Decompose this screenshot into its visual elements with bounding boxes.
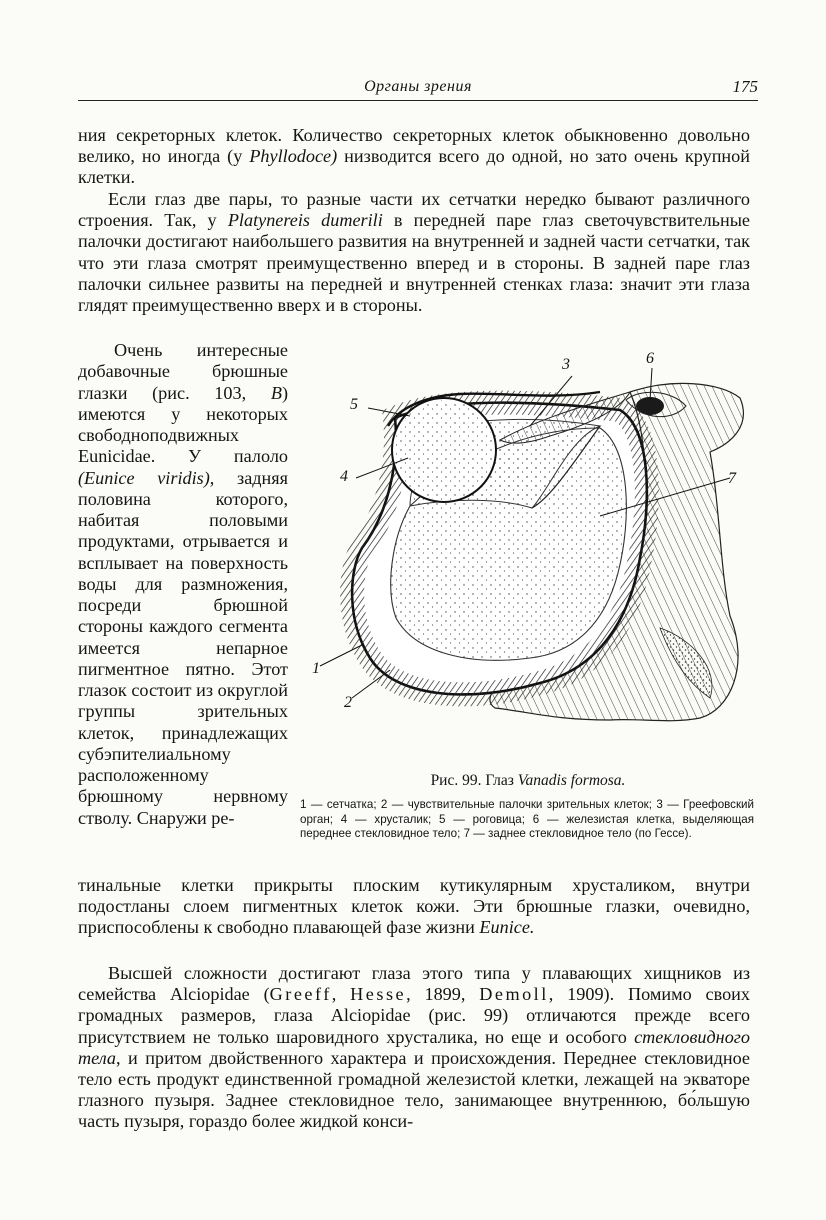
text-run: Очень интересные добавочные брюшные глазки (рис. 103,: [78, 340, 288, 403]
text-run: тинальные клетки прикрыты плоским кутикулярным хрусталиком, внутри подостланы слоем пигментных клеток кожи. Эти брюшные глазки, очевидно, приспособлены к свободно плавающей фазе жизни: [78, 875, 750, 938]
text-run: ния секреторных клеток. Количество секреторных клеток обыкновенно довольно велико, но иногда (у: [78, 125, 750, 167]
text-run: , и притом двойственного характера и происхождения. Переднее стекловидное тело есть продукт единственной громадной железистой клетки, лежащей на экваторе глазного пузыря. Заднее стекловидное тело, занимающее внутреннюю, бо́льшую часть пузыря, гораздо более жидкой конси-: [78, 1047, 750, 1132]
figure-label-4: 4: [340, 468, 348, 485]
text-run: ) имеются у некоторых свободноподвижных Eunicidae. У палоло: [78, 382, 288, 467]
paragraph-3-wrapped: [78, 340, 288, 829]
running-title: Органы зрения: [364, 78, 472, 95]
text-run: Высшей сложности достигают глаза этого типа у плавающих хищников из семейства Alciopidae (: [78, 963, 750, 1005]
caption-prefix: Рис. 99. Глаз: [430, 772, 518, 789]
text-run: , 1909). Помимо своих громадных размеров, глаза Alciopidae (рис. 99) отличаются прежде всего присутствием не только шаровидного хрусталика, но еще и особого: [78, 984, 751, 1047]
running-header: [78, 74, 758, 101]
paragraph-2: [78, 189, 750, 316]
text-run: , задняя половина которого, набитая половыми продуктами, отрывается и всплывает на поверхность воды для размножения, посреди брюшной стороны каждого сегмента имеется непарное пигментное пятно. Этот глазок состоит из округлой группы зрительных клеток, принадлежащих субэпителиальному расположенному брюшному нервному стволу. Снаружи ре-: [78, 467, 288, 828]
page-number: 175: [732, 77, 758, 96]
paragraph-3-continuation: [78, 875, 750, 939]
caption-species: Vanadis formosa.: [517, 772, 626, 789]
figure-label-2: 2: [344, 694, 352, 711]
text-run: , 1899,: [406, 984, 480, 1005]
italic-run: Phyllodoce): [249, 146, 338, 167]
text-run: Если глаз две пары, то разные части их сетчатки нередко бывают различного строения. Так, у: [78, 189, 750, 231]
figure-label-6: 6: [646, 350, 654, 367]
text-run: в передней паре глаз светочувствительные палочки достигают наибольшего развития на внутренней и задней части сетчатки, так что эти глаза смотрят преимущественно вперед и в стороны. В задней паре глаз палочки сильнее развиты на передней и внутренней стенках глаза: значит эти глаза глядят преимущественно вверх и в стороны.: [78, 210, 750, 316]
italic-run: Platynereis dumerili: [227, 210, 383, 231]
paragraph-1: [78, 125, 750, 189]
spaced-author-run: Greeff: [269, 984, 332, 1005]
figure-label-7: 7: [728, 470, 736, 487]
text-run: ,: [331, 984, 351, 1005]
italic-run: стекловидного тела: [78, 1026, 750, 1068]
figure-label-3: 3: [562, 356, 570, 373]
figure-label-5: 5: [350, 396, 358, 413]
figure-caption: [300, 772, 756, 790]
figure-legend: 1 — сетчатка; 2 — чувствительные палочки зрительных клеток; 3 — Греефовский орган; 4 — хрусталик; 5 — роговица; 6 — железистая клетка, выделяющая переднее стекловидное тело; 7 — заднее стекловидное тело (по Гессе).: [300, 798, 754, 841]
italic-run: (Eunice viridis): [78, 467, 210, 488]
italic-run: Eunice.: [479, 917, 535, 938]
paragraph-4: [78, 963, 750, 1133]
italic-run: B: [270, 382, 282, 403]
text-run: низводится всего до одной, но зато очень крупной клетки.: [78, 146, 750, 188]
spaced-author-run: Demoll: [479, 984, 549, 1005]
figure-label-1: 1: [312, 660, 320, 677]
figure-eye-illustration: [300, 348, 756, 768]
spaced-author-run: Hesse: [350, 984, 407, 1005]
eye-drawing: [300, 348, 756, 768]
